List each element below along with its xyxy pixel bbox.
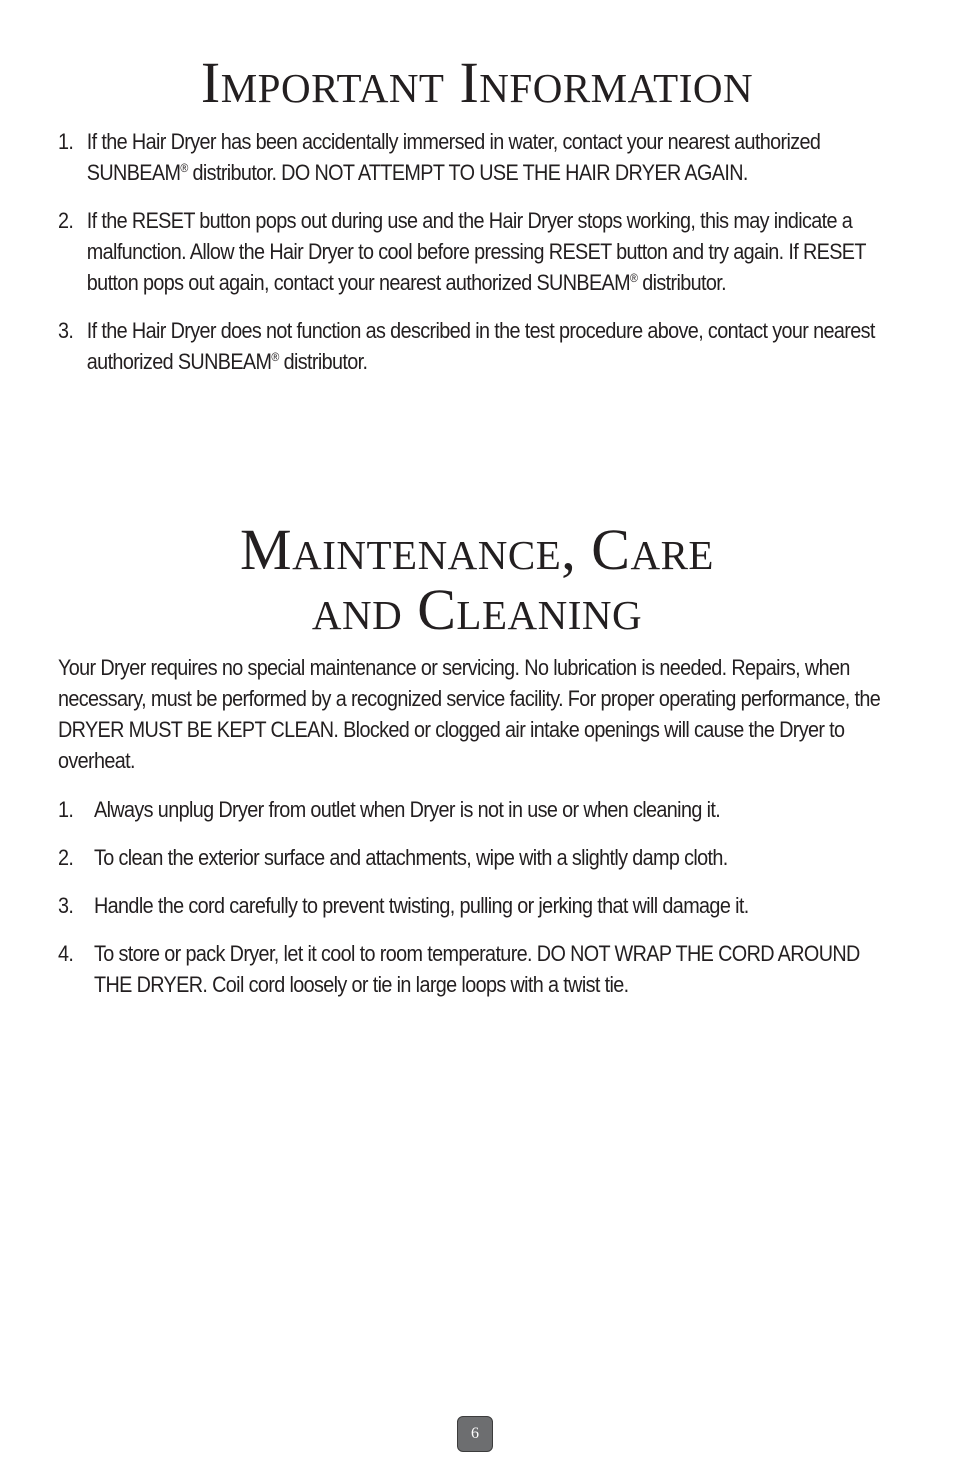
item-text: If the Hair Dryer has been accidentally immersed in water, contact your nearest authorized SUNBEAM: [86, 129, 821, 185]
item-number: 2.: [58, 845, 74, 870]
item-text: Handle the cord carefully to prevent twisting, pulling or jerking that will damage it.: [94, 893, 749, 918]
registered-mark: ®: [271, 350, 279, 364]
registered-mark: ®: [180, 161, 188, 175]
item-text-continued: distributor.: [637, 270, 726, 295]
maintenance-heading: [0, 517, 954, 642]
maintenance-list: [58, 794, 891, 1017]
item-number: 4.: [58, 941, 74, 966]
list-item: [58, 938, 891, 1000]
list-item: [58, 205, 886, 298]
item-text-continued: distributor. DO NOT ATTEMPT TO USE THE HAIR DRYER AGAIN.: [187, 160, 748, 185]
item-number: 1.: [58, 129, 74, 154]
list-item: [58, 890, 891, 921]
item-text: To clean the exterior surface and attachments, wipe with a slightly damp cloth.: [94, 845, 728, 870]
item-number: 1.: [58, 797, 74, 822]
item-text: Always unplug Dryer from outlet when Dryer is not in use or when cleaning it.: [94, 797, 721, 822]
item-text: To store or pack Dryer, let it cool to room temperature. DO NOT WRAP THE CORD AROUND THE DRYER. Coil cord loosely or tie in large loops with a twist tie.: [94, 941, 860, 997]
maintenance-intro-paragraph: Your Dryer requires no special maintenance or servicing. No lubrication is needed. Repairs, when necessary, must be performed by a recognized service facility. For proper operating performance, the DRYER MUST BE KEPT CLEAN. Blocked or clogged air intake openings will cause the Dryer to overheat.: [58, 655, 881, 773]
item-number: 3.: [58, 893, 74, 918]
item-text: If the Hair Dryer does not function as described in the test procedure above, contact your nearest authorized SUNBEAM: [86, 318, 875, 374]
registered-mark: ®: [629, 271, 638, 285]
important-information-heading: Important Information: [200, 50, 754, 115]
item-text-continued: distributor.: [278, 349, 368, 374]
maintenance-heading-line-1: Maintenance, Care: [240, 517, 714, 582]
page-number-badge: 6: [457, 1416, 493, 1452]
item-number: 2.: [58, 208, 74, 233]
list-item: [58, 126, 886, 188]
list-item: [58, 315, 886, 377]
list-item: [58, 794, 891, 825]
item-text: If the RESET button pops out during use and the Hair Dryer stops working, this may indicate a malfunction. Allow the Hair Dryer to cool before pressing RESET button and try again. If RESET button pops out again, contact your nearest authorized SUNBEAM: [86, 208, 866, 295]
important-information-list: [58, 126, 886, 394]
item-number: 3.: [58, 318, 74, 343]
list-item: [58, 842, 891, 873]
maintenance-heading-line-2: and Cleaning: [311, 577, 643, 642]
